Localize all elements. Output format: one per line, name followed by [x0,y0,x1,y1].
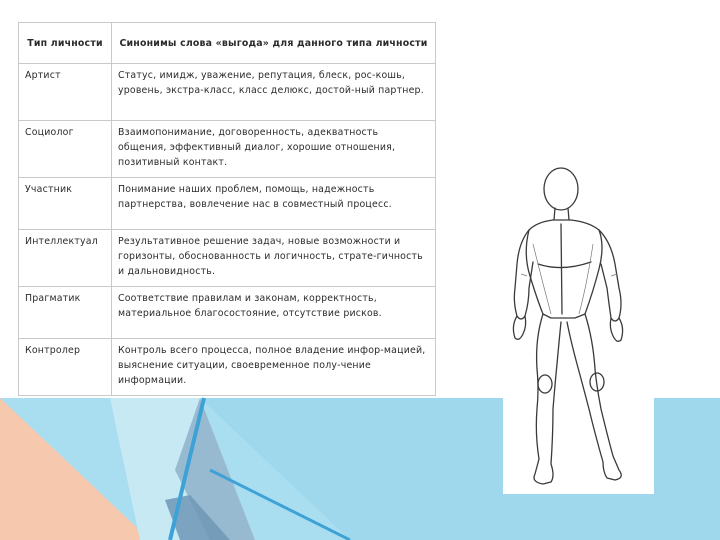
synonyms-cell: Статус, имидж, уважение, репутация, блеск, рос-кошь, уровень, экстра-класс, класс делюкс, достой-ный партнер. [112,64,436,121]
type-cell: Контролер [19,339,112,396]
table-row [19,178,436,230]
synonyms-cell: Соответствие правилам и законам, корректность, материальное благосостояние, отсутствие рисков. [112,287,436,339]
type-cell: Социолог [19,121,112,178]
table-row [19,339,436,396]
human-figure-sketch-icon [503,164,654,494]
synonyms-cell: Взаимопонимание, договоренность, адекватность общения, эффективный диалог, хорошие отношения, позитивный контакт. [112,121,436,178]
type-cell: Участник [19,178,112,230]
synonyms-cell: Понимание наших проблем, помощь, надежность партнерства, вовлечение нас в совместный процесс. [112,178,436,230]
type-cell: Артист [19,64,112,121]
table-row [19,287,436,339]
table-header-row [19,23,436,64]
type-cell: Интеллектуал [19,230,112,287]
synonyms-cell: Контроль всего процесса, полное владение инфор-мацией, выяснение ситуации, своевременное полу-чение информации. [112,339,436,396]
header-synonyms: Синонимы слова «выгода» для данного типа личности [112,23,436,64]
personality-types-table [18,22,436,396]
table-row [19,230,436,287]
table-row [19,64,436,121]
header-type: Тип личности [19,23,112,64]
table-row [19,121,436,178]
type-cell: Прагматик [19,287,112,339]
synonyms-cell: Результативное решение задач, новые возможности и горизонты, обоснованность и логичность, страте-гичность и дальновидность. [112,230,436,287]
